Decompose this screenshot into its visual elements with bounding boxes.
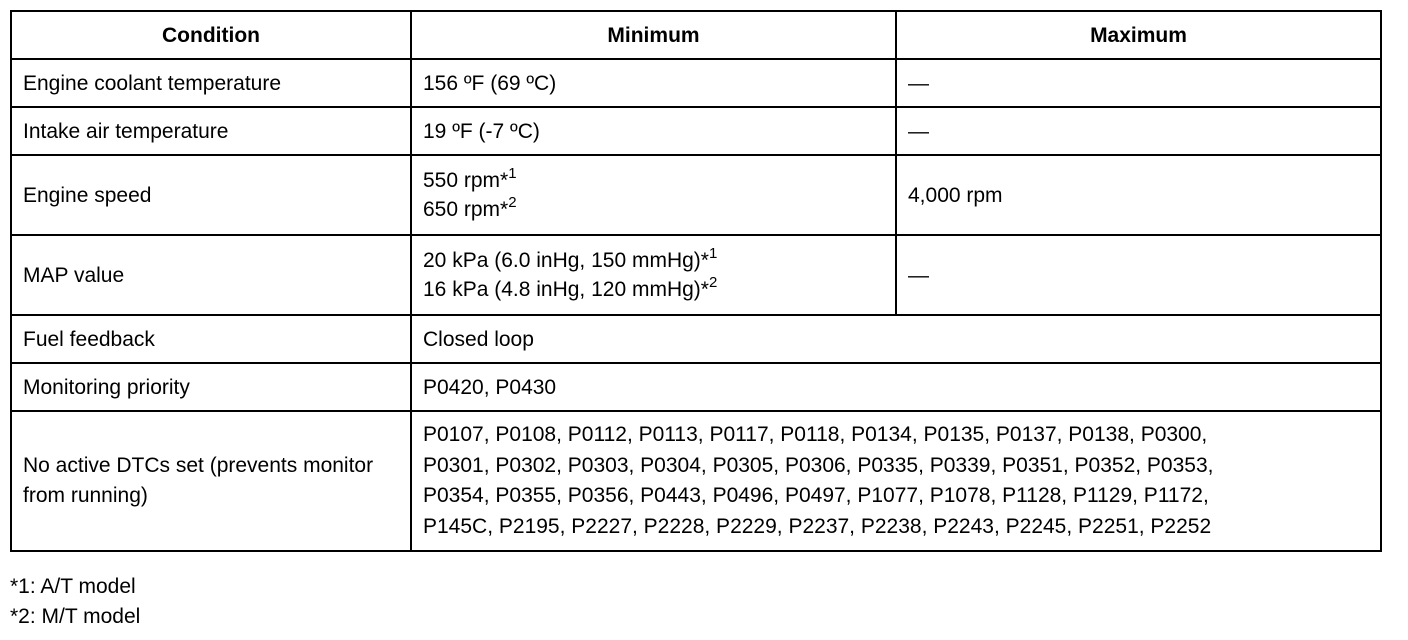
conditions-table [10,10,1382,552]
minimum-value-text: 16 kPa (4.8 inHg, 120 mmHg)* [423,278,709,301]
minimum-value-text: 20 kPa (6.0 inHg, 150 mmHg)* [423,249,709,272]
minimum-line-1 [423,166,895,195]
table-row [11,59,1381,107]
condition-cell: Engine coolant temperature [11,59,411,107]
minimum-line-1 [423,246,895,275]
footnote-marker: 2 [708,274,718,291]
table-row [11,155,1381,235]
header-condition: Condition [11,11,411,59]
minimum-cell: 156 ºF (69 ºC) [411,59,896,107]
table-header-row [11,11,1381,59]
condition-cell: Engine speed [11,155,411,235]
dtc-line: P0107, P0108, P0112, P0113, P0117, P0118, P0134, P0135, P0137, P0138, P0300, [423,423,1208,446]
minimum-value-text: 650 rpm* [423,198,509,221]
footnotes [10,572,140,632]
header-maximum: Maximum [896,11,1381,59]
dtc-list-cell [411,411,1381,551]
value-cell: Closed loop [411,315,1381,363]
maximum-cell: — [896,59,1381,107]
dtc-line: P145C, P2195, P2227, P2228, P2229, P2237, P2238, P2243, P2245, P2251, P2252 [423,514,1212,538]
condition-cell: MAP value [11,235,411,315]
table-row [11,363,1381,411]
maximum-cell: — [896,107,1381,155]
minimum-cell [411,235,896,315]
table-row [11,107,1381,155]
footnote-2: *2: M/T model [10,605,141,628]
dtc-line: P0301, P0302, P0303, P0304, P0305, P0306, P0335, P0339, P0351, P0352, P0353, [423,453,1214,477]
minimum-cell: 19 ºF (-7 ºC) [411,107,896,155]
table-row [11,235,1381,315]
footnote-marker: 1 [708,245,718,262]
header-minimum: Minimum [411,11,896,59]
footnote-marker: 2 [508,194,517,211]
condition-cell: Monitoring priority [11,363,411,411]
condition-cell: Intake air temperature [11,107,411,155]
maximum-cell: 4,000 rpm [896,155,1381,235]
maximum-cell: — [896,235,1381,315]
minimum-cell [411,155,896,235]
table-row [11,411,1381,551]
table-row [11,315,1381,363]
condition-cell: No active DTCs set (prevents monitor from running) [11,411,411,551]
condition-cell: Fuel feedback [11,315,411,363]
dtc-line: P0354, P0355, P0356, P0443, P0496, P0497, P1077, P1078, P1128, P1129, P1172, [423,484,1209,507]
value-cell: P0420, P0430 [411,363,1381,411]
minimum-value-text: 550 rpm* [423,169,509,192]
footnote-1: *1: A/T model [10,575,136,598]
minimum-line-2 [423,275,895,304]
minimum-line-2 [423,195,895,224]
footnote-marker: 1 [508,165,517,182]
